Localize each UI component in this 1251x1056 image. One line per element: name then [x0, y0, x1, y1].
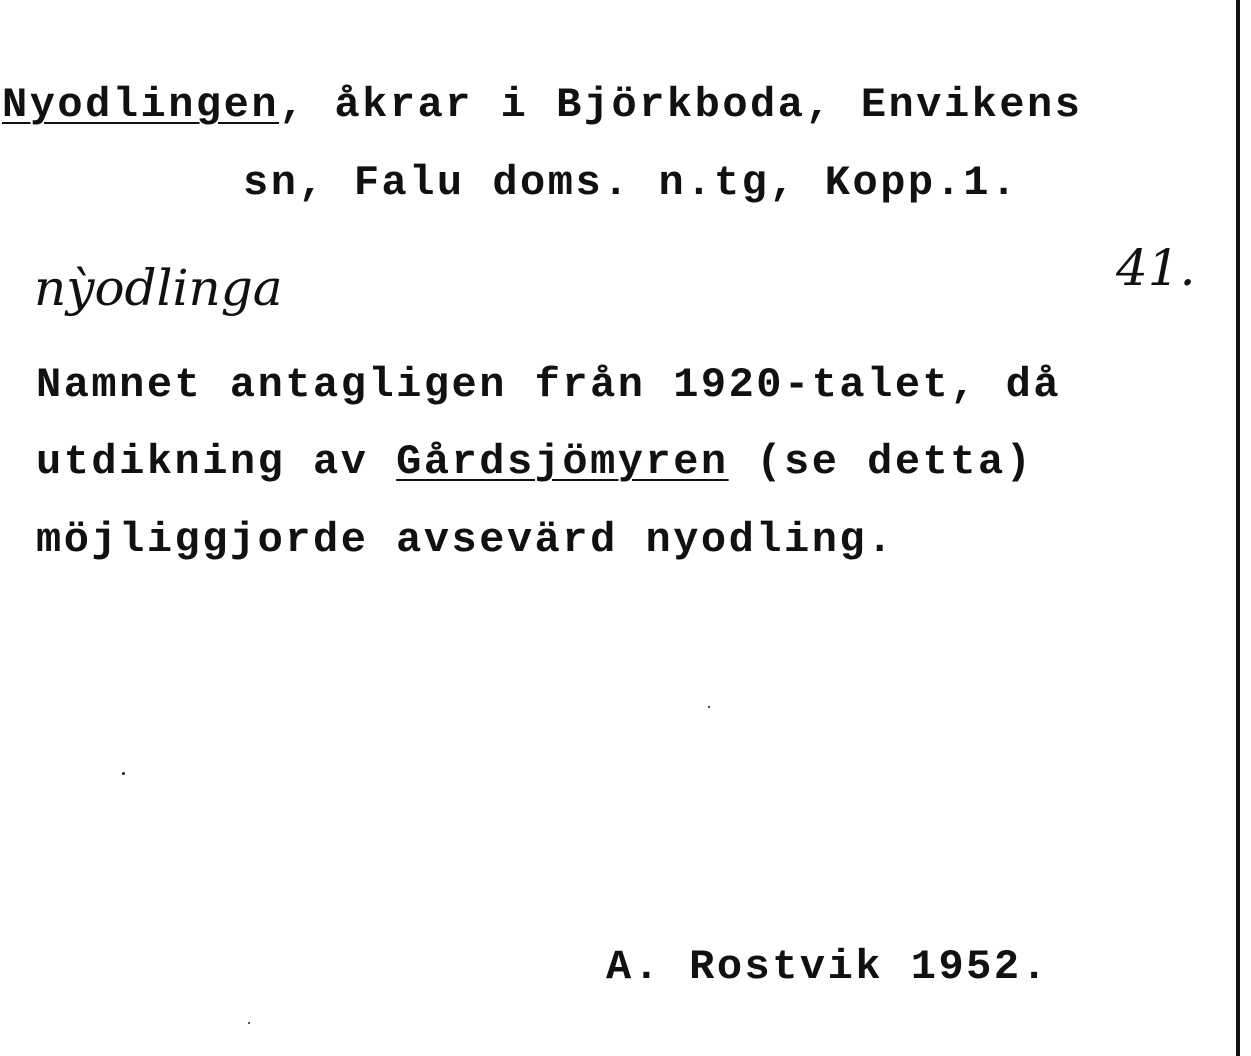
- card-edge-line: [1236, 0, 1240, 1056]
- signature: A. Rostvik 1952.: [606, 943, 1050, 991]
- body-line-2-pre: utdikning av: [36, 438, 397, 486]
- card-line-1: [2, 80, 1082, 130]
- headword-description: , åkrar i Björkboda, Envikens: [279, 81, 1083, 129]
- body-line-3: möjliggjorde avsevärd nyodling.: [36, 516, 895, 564]
- scan-speck: [248, 1022, 250, 1024]
- scan-speck: [122, 772, 125, 775]
- body-line-2-post: (se detta): [728, 438, 1034, 486]
- handwritten-number: 41.: [1116, 239, 1196, 297]
- scan-speck: [708, 706, 710, 708]
- card-line-2: sn, Falu doms. n.tg, Kopp.1.: [243, 159, 1019, 207]
- handwritten-pronunciation: nỳodlinga: [34, 259, 283, 317]
- headword: Nyodlingen: [2, 81, 280, 129]
- cross-reference: Gårdsjömyren: [396, 438, 729, 486]
- body-line-1: Namnet antagligen från 1920-talet, då: [36, 361, 1062, 409]
- body-line-2: [36, 437, 1033, 487]
